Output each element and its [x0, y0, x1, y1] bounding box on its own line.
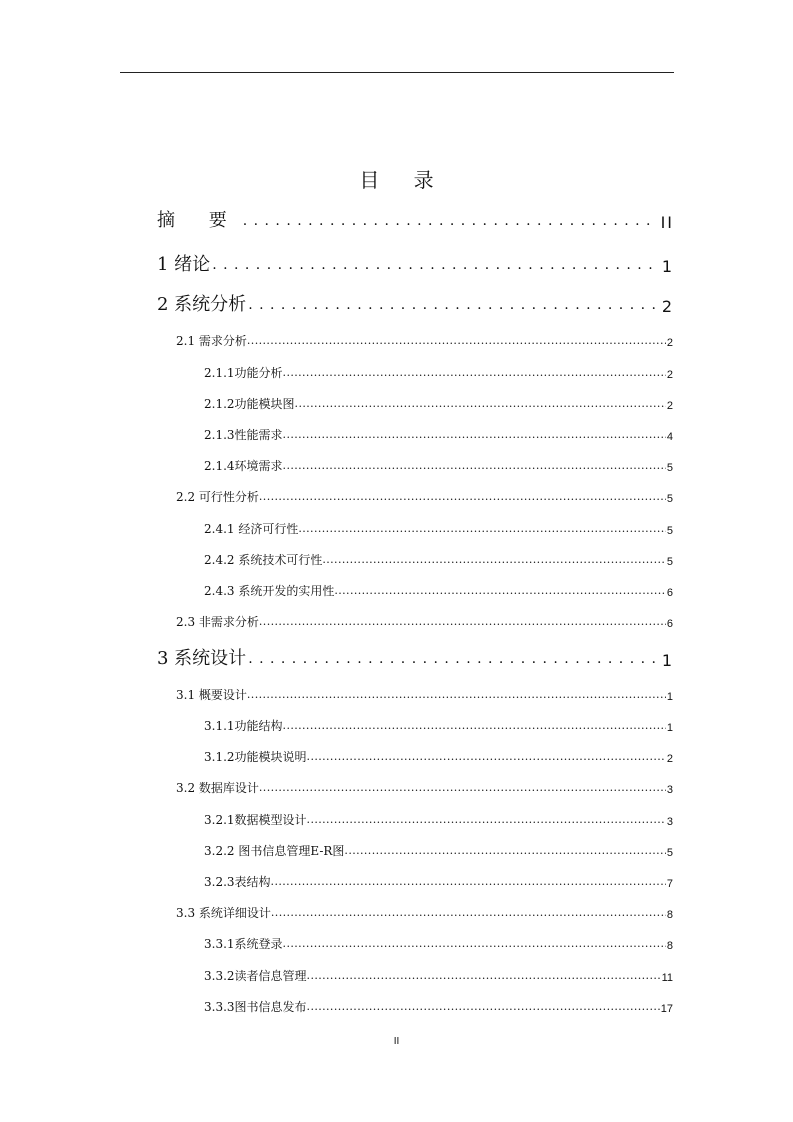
toc-entry-label: 3.2.2 图书信息管理E-R图 [204, 844, 345, 858]
toc-leader-dots [344, 844, 665, 857]
toc-leader-dots [259, 781, 666, 794]
toc-entry-2-1[interactable] [176, 333, 673, 349]
toc-entry-label: 2.4.1 经济可行性 [204, 522, 299, 536]
toc-entry-label: 2 系统分析 [157, 294, 247, 315]
toc-leader-dots [283, 428, 666, 441]
toc-entry-3-2[interactable] [176, 780, 673, 796]
toc-entry-2[interactable] [157, 292, 674, 316]
toc-entry-label: 3.2 数据库设计 [176, 781, 259, 795]
toc-leader-dots [283, 366, 666, 379]
toc-entry-label: 2.2 可行性分析 [176, 490, 259, 504]
header-rule [120, 72, 674, 73]
toc-leader-dots [322, 553, 666, 566]
toc-entry-label: 3.3.2读者信息管理 [204, 969, 307, 983]
toc-entry-3[interactable] [157, 646, 674, 670]
toc-entry-abstract[interactable] [157, 208, 674, 232]
toc-entry-label: 3.2.1数据模型设计 [204, 813, 307, 827]
toc-entry-page: 2 [661, 297, 674, 316]
toc-entry-2-1-4[interactable] [204, 458, 673, 474]
toc-entry-2-4-2[interactable] [204, 552, 673, 568]
toc-entry-page: 6 [666, 587, 673, 599]
toc-entry-page: 2 [666, 369, 673, 381]
toc-entry-page: 6 [666, 618, 673, 630]
toc-entry-page: 5 [666, 525, 673, 537]
toc-entry-label: 2.1.1功能分析 [204, 366, 283, 380]
toc-entry-page: 11 [661, 972, 673, 984]
toc-leader-dots [334, 584, 666, 597]
toc-leader-dots [283, 719, 666, 732]
toc-entry-2-1-3[interactable] [204, 427, 673, 443]
toc-leader-dots [248, 297, 658, 313]
toc-entry-label: 2.1.2功能模块图 [204, 397, 295, 411]
toc-leader-dots [283, 459, 666, 472]
toc-entry-page: II [660, 213, 674, 232]
toc-entry-label: 3.1.2功能模块说明 [204, 750, 307, 764]
toc-entry-page: 5 [666, 847, 673, 859]
toc-entry-label: 2.1.4环境需求 [204, 459, 283, 473]
toc-entry-label: 3.1.1功能结构 [204, 719, 283, 733]
toc-entry-label: 3.1 概要设计 [176, 688, 247, 702]
toc-entry-label: 2.4.2 系统技术可行性 [204, 553, 323, 567]
toc-entry-3-2-2[interactable] [204, 843, 673, 859]
toc-entry-page: 8 [666, 909, 673, 921]
toc-entry-2-3[interactable] [176, 614, 673, 630]
toc-entry-page: 17 [660, 1003, 673, 1015]
toc-entry-3-1[interactable] [176, 687, 673, 703]
toc-entry-3-3-3[interactable] [204, 999, 673, 1015]
toc-entry-label: 3.3 系统详细设计 [176, 906, 271, 920]
toc-entry-3-3[interactable] [176, 905, 673, 921]
toc-leader-dots [259, 490, 666, 503]
toc-entry-label: 3.3.1系统登录 [204, 937, 283, 951]
toc-entry-page: 1 [661, 651, 674, 670]
toc-entry-page: 5 [666, 556, 673, 568]
toc-leader-dots [259, 615, 666, 628]
toc-leader-dots [248, 651, 658, 667]
toc-entry-3-1-1[interactable] [204, 718, 673, 734]
toc-entry-page: 3 [666, 816, 673, 828]
toc-entry-page: 4 [666, 431, 673, 443]
toc-entry-page: 2 [666, 337, 673, 349]
toc-entry-label: 2.1 需求分析 [176, 334, 247, 348]
toc-leader-dots [271, 875, 666, 888]
toc-leader-dots [298, 522, 666, 535]
toc-leader-dots [307, 969, 661, 982]
toc-entry-label: 2.4.3 系统开发的实用性 [204, 584, 335, 598]
toc-entry-label: 3.3.3图书信息发布 [204, 1000, 307, 1014]
toc-leader-dots [307, 1000, 660, 1013]
toc-entry-3-1-2[interactable] [204, 749, 673, 765]
toc-entry-2-4-1[interactable] [204, 521, 673, 537]
toc-entry-label: 2.1.3性能需求 [204, 428, 283, 442]
toc-entry-label: 3.2.3表结构 [204, 875, 271, 889]
toc-entry-page: 1 [666, 722, 673, 734]
toc-entry-1[interactable] [157, 252, 674, 276]
toc-leader-dots [283, 937, 666, 950]
toc-leader-dots [307, 750, 666, 763]
toc-leader-dots [307, 813, 666, 826]
toc-entry-page: 1 [666, 691, 673, 703]
toc-entry-2-4-3[interactable] [204, 583, 673, 599]
toc-leader-dots [243, 213, 657, 229]
toc-entry-page: 2 [666, 753, 673, 765]
toc-entry-label: 摘 要 [157, 210, 241, 231]
toc-entry-2-1-1[interactable] [204, 365, 673, 381]
toc-leader-dots [212, 257, 658, 273]
toc-entry-label: 3 系统设计 [157, 648, 247, 669]
toc-title: 目 录 [359, 168, 448, 192]
toc-entry-page: 1 [661, 257, 674, 276]
toc-entry-page: 7 [666, 878, 673, 890]
toc-leader-dots [295, 397, 666, 410]
toc-entry-page: 2 [666, 400, 673, 412]
toc-entry-3-2-1[interactable] [204, 812, 673, 828]
toc-entry-3-3-1[interactable] [204, 936, 673, 952]
toc-leader-dots [247, 688, 666, 701]
toc-entry-2-1-2[interactable] [204, 396, 673, 412]
toc-entry-page: 5 [666, 462, 673, 474]
toc-entry-page: 8 [666, 940, 673, 952]
toc-entry-2-2[interactable] [176, 489, 673, 505]
toc-entry-3-2-3[interactable] [204, 874, 673, 890]
toc-entry-label: 1 绪论 [157, 254, 211, 275]
toc-entry-page: 3 [666, 784, 673, 796]
toc-entry-label: 2.3 非需求分析 [176, 615, 259, 629]
toc-entry-page: 5 [666, 493, 673, 505]
toc-leader-dots [247, 334, 666, 347]
toc-entry-3-3-2[interactable] [204, 968, 673, 984]
toc-leader-dots [271, 906, 666, 919]
page-number: II [393, 1036, 400, 1047]
